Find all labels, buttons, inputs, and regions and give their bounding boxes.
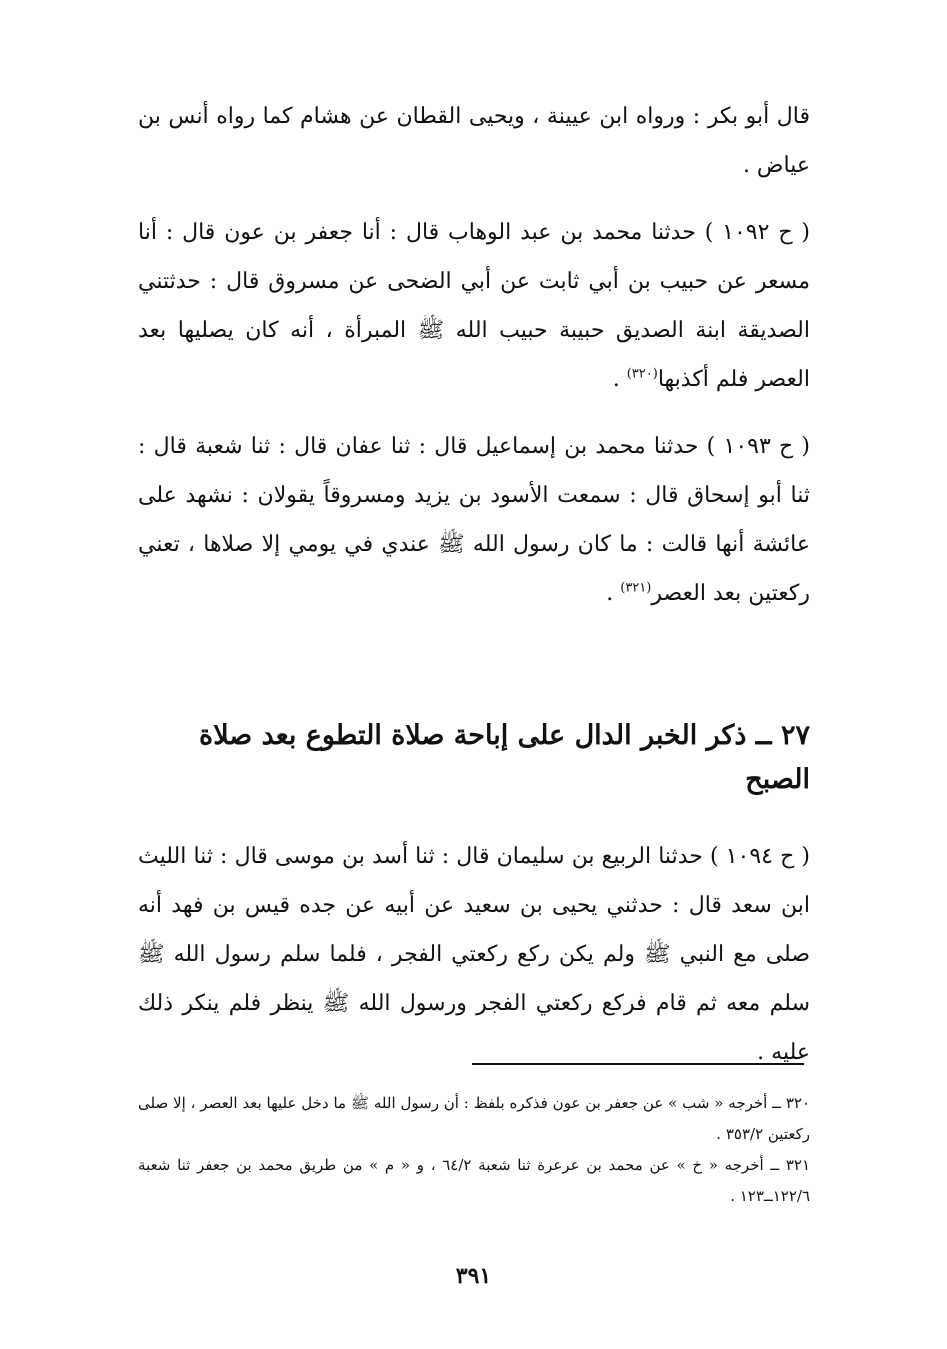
section-heading: ٢٧ ــ ذكر الخبر الدال على إباحة صلاة التطوع بعد صلاة الصبح [199, 720, 810, 795]
footnote-ref-320[interactable]: (٣٢٠) [626, 366, 658, 382]
end-mark: . [612, 367, 627, 392]
paragraph-hadith-1094: ( ح ١٠٩٤ ) حدثنا الربيع بن سليمان قال : ثنا أسد بن موسى قال : ثنا الليث ابن سعد قال : حدثني يحيى بن سعيد عن أبيه عن جده قيس بن فهد أنه صلى مع النبي ﷺ ولم يكن ركع ركعتي الفجر ، فلما سلم رسول الله ﷺ سلم معه ثم قام فركع ركعتي الفجر ورسول الله ﷺ ينظر فلم ينكر ذلك عليه . [138, 844, 810, 1065]
page-body [138, 92, 810, 1077]
footnote-321: ٣٢١ ــ أخرجه « خ » عن محمد بن عرعرة ثنا شعبة ٦٤/٢ ، و « م » من طريق محمد بن جعفر ثنا شعبة ١٢٢/٦ــ١٢٣ . [138, 1156, 810, 1205]
paragraph-intro: قال أبو بكر : ورواه ابن عيينة ، ويحيى القطان عن هشام كما رواه أنس بن عياض . [138, 104, 810, 178]
hadith-1093-text: ( ح ١٠٩٣ ) حدثنا محمد بن إسماعيل قال : ثنا عفان قال : ثنا شعبة قال : ثنا أبو إسحاق قال : سمعت الأسود بن يزيد ومسروقاً يقولان : نشهد على عائشة أنها قالت : ما كان رسول الله ﷺ عندي في يومي إلا صلاها ، تعني ركعتين بعد العصر [138, 434, 811, 606]
footnotes [138, 1088, 810, 1212]
footnote-divider [472, 1063, 804, 1065]
paragraph-hadith-1092 [138, 208, 810, 404]
paragraph-hadith-1093 [138, 422, 810, 618]
footnote-ref-321[interactable]: (٣٢١) [620, 580, 652, 596]
hadith-1092-text: ( ح ١٠٩٢ ) حدثنا محمد بن عبد الوهاب قال : أنا جعفر بن عون قال : أنا مسعر عن حبيب بن أبي ثابت عن أبي الضحى عن مسروق قال : حدثتني الصديقة ابنة الصديق حبيبة حبيب الله ﷺ المبرأة ، أنه كان يصليها بعد العصر فلم أكذبها [138, 220, 810, 392]
page-number: ٣٩١ [455, 1263, 492, 1289]
end-mark: . [606, 581, 621, 606]
footnote-320: ٣٢٠ ــ أخرجه « شب » عن جعفر بن عون فذكره بلفظ : أن رسول الله ﷺ ما دخل عليها بعد العصر ، إلا صلى ركعتين ٣٥٣/٢ . [138, 1094, 810, 1143]
